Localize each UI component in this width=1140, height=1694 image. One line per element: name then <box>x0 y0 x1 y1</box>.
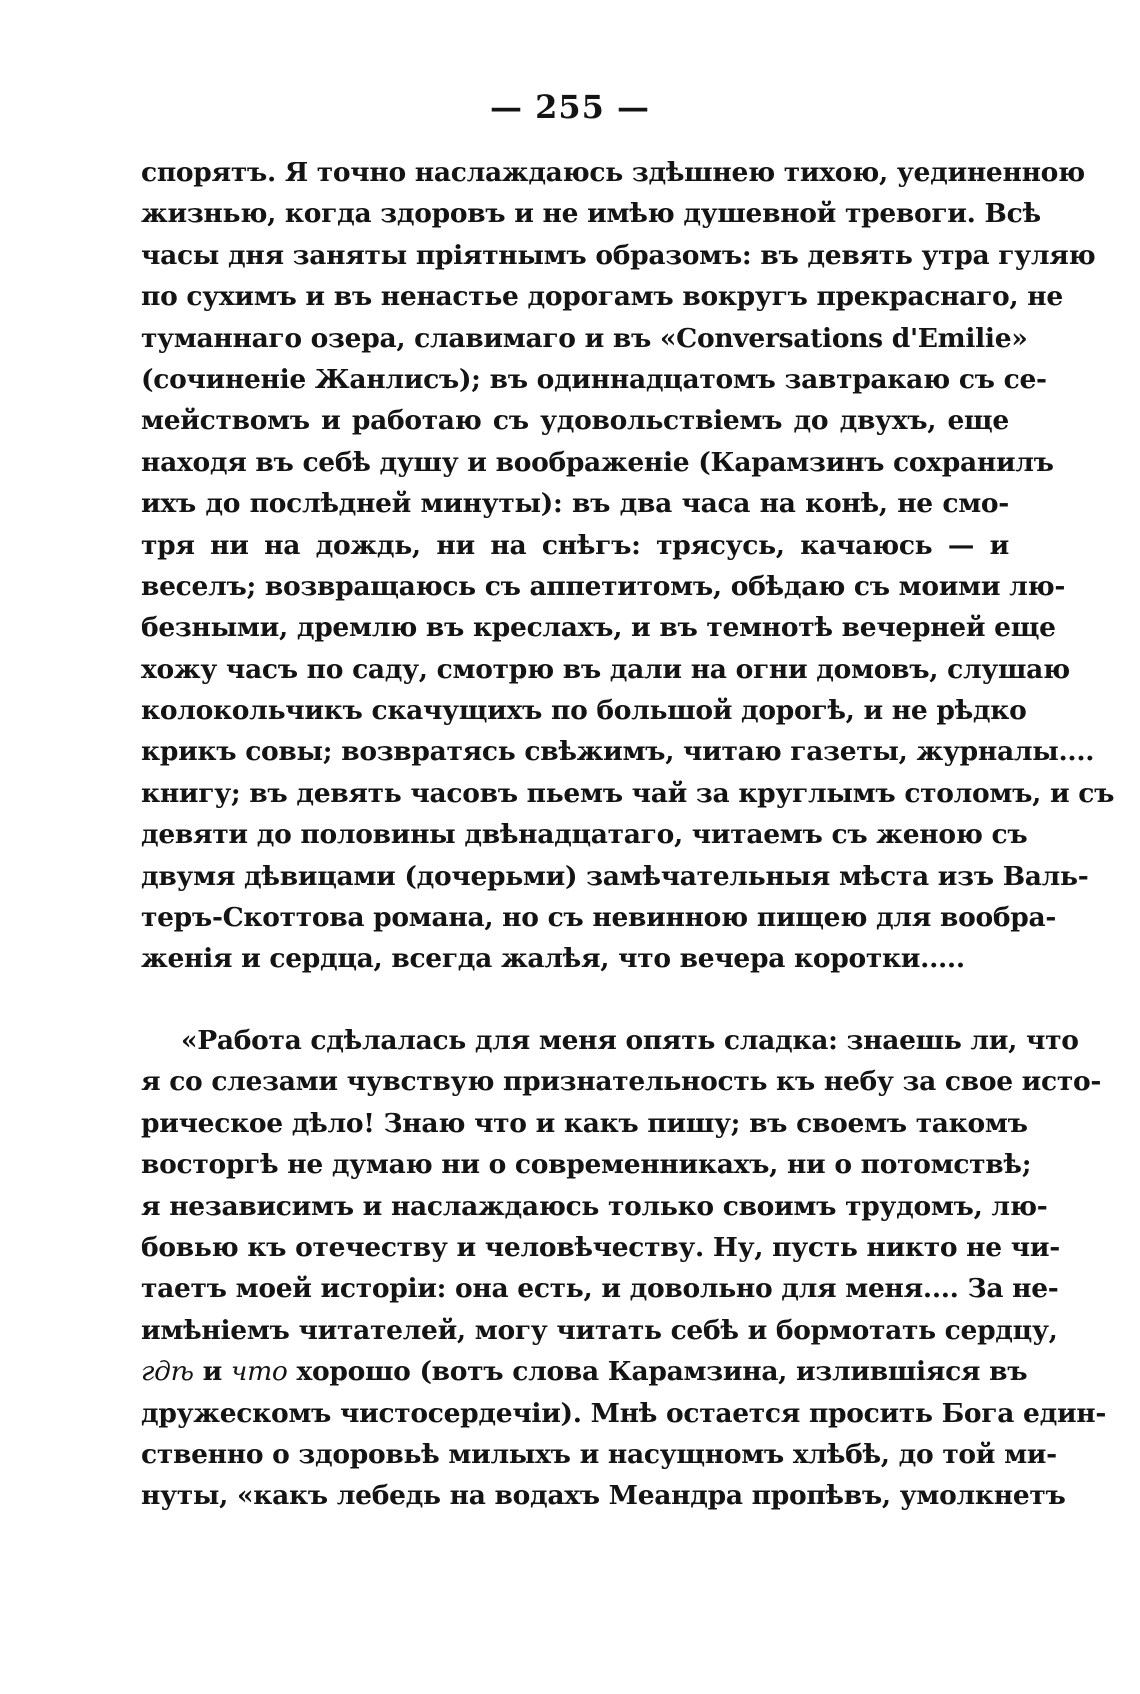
text-line: я независимъ и наслаждаюсь только своимъ трудомъ, лю- <box>141 1190 1048 1222</box>
text-line: книгу; въ девять часовъ пьемъ чай за круглымъ столомъ, и съ <box>141 777 1115 809</box>
text-line: веселъ; возвращаюсь съ аппетитомъ, обѣдаю съ моими лю- <box>141 570 1066 602</box>
italic-word: гдѣ <box>141 1356 194 1388</box>
text-fragment: и <box>193 1356 231 1388</box>
text-line: крикъ совы; возвратясь свѣжимъ, читаю газеты, журналы.... <box>141 736 1095 768</box>
text-line: женія и сердца, всегда жалѣя, что вечера коротки..... <box>141 943 965 975</box>
text-line: туманнаго озера, славимаго и въ «Conversations d'Emilie» <box>141 322 1028 354</box>
text-line: рическое дѣло! Знаю что и какъ пишу; въ своемъ такомъ <box>141 1107 1028 1139</box>
text-line: по сухимъ и въ ненастье дорогамъ вокругъ прекраснаго, не <box>141 281 1063 313</box>
text-line: «Работа сдѣлалась для меня опять сладка: знаешь ли, что <box>181 1025 1079 1056</box>
italic-word: что <box>230 1356 288 1388</box>
paragraph-2 <box>141 1020 1107 1517</box>
text-line: безными, дремлю въ креслахъ, и въ темнотѣ вечерней еще <box>141 612 1056 644</box>
text-line: ственно о здоровьѣ милыхъ и насущномъ хлѣбѣ, до той ми- <box>141 1438 1057 1470</box>
text-line: спорятъ. Я точно наслаждаюсь здѣшнею тихою, уединенною <box>141 157 1085 188</box>
text-line-with-italics <box>141 1351 1028 1392</box>
text-line: часы дня заняты пріятнымъ образомъ: въ девять утра гуляю <box>141 239 1096 271</box>
text-line: таетъ моей исторіи: она есть, и довольно для меня.... За не- <box>141 1273 1059 1305</box>
text-line: находя въ себѣ душу и воображеніе (Карамзинъ сохранилъ <box>141 446 1054 478</box>
paragraph-1 <box>141 152 1115 980</box>
text-line: бовью къ отечеству и человѣчеству. Ну, пусть никто не чи- <box>141 1231 1060 1263</box>
text-line: дружескомъ чистосердечіи). Мнѣ остается просить Бога един- <box>141 1397 1107 1429</box>
text-line: я со слезами чувствую признательность къ небу за свое исто- <box>141 1066 1102 1098</box>
text-line: нуты, «какъ лебедь на водахъ Меандра пропѣвъ, умолкнетъ <box>141 1480 1066 1512</box>
text-line: ихъ до послѣдней минуты): въ два часа на конѣ, не смо- <box>141 488 1009 520</box>
text-line: жизнью, когда здоровъ и не имѣю душевной тревоги. Всѣ <box>141 198 1041 230</box>
text-line: (сочиненіе Жанлисъ); въ одиннадцатомъ завтракаю съ се- <box>141 363 1047 395</box>
page-number: — 255 — <box>489 88 651 126</box>
text-line: девяти до половины двѣнадцатаго, читаемъ съ женою съ <box>141 819 1028 851</box>
text-line: теръ-Скоттова романа, но съ невинною пищею для вообра- <box>141 902 1057 934</box>
text-line: тря ни на дождь, ни на снѣгъ: трясусь, качаюсь — и <box>141 529 1009 561</box>
text-line: двумя дѣвицами (дочерьми) замѣчательныя мѣста изъ Валь- <box>141 860 1089 892</box>
text-line: хожу часъ по саду, смотрю въ дали на огни домовъ, слушаю <box>141 653 1070 685</box>
text-line: колокольчикъ скачущихъ по большой дорогѣ, и не рѣдко <box>141 695 1027 727</box>
text-fragment: хорошо (вотъ слова Карамзина, излившіяся въ <box>287 1356 1028 1388</box>
text-line: восторгѣ не думаю ни о современникахъ, ни о потомствѣ; <box>141 1149 1032 1181</box>
text-line: имѣніемъ читателей, могу читать себѣ и бормотать сердцу, <box>141 1314 1058 1346</box>
text-line: мействомъ и работаю съ удовольствіемъ до двухъ, еще <box>141 405 1009 437</box>
